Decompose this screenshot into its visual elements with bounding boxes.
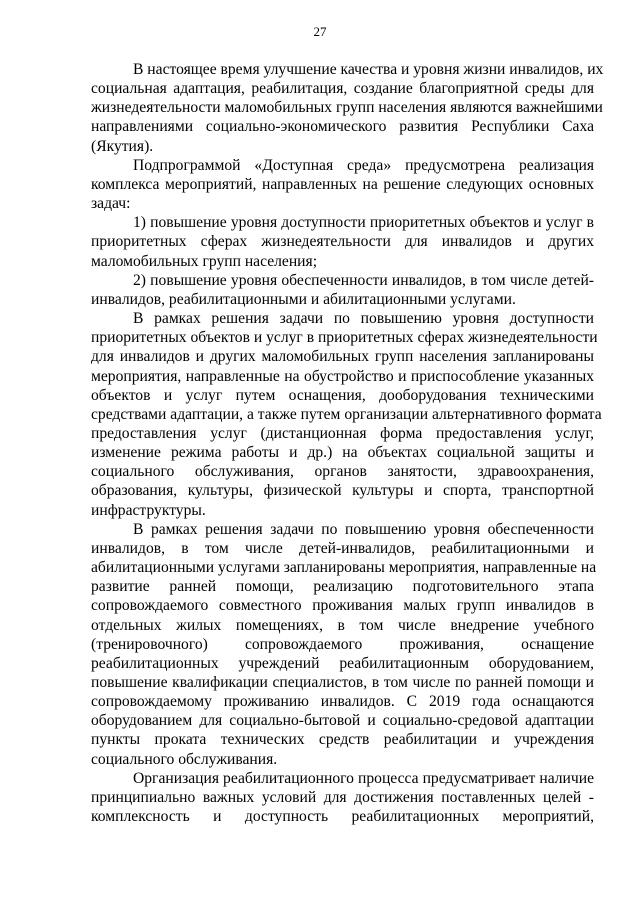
text-line: сопровождаемого совместного проживания малых групп инвалидов в	[91, 597, 594, 615]
text-line: 2) повышение уровня обеспеченности инвалидов, в том числе детей-	[133, 271, 594, 289]
paragraph-accessibility	[91, 309, 602, 520]
text-line: жизнедеятельности маломобильных групп населения являются важнейшими	[91, 99, 603, 117]
text-line: (Якутия).	[91, 137, 154, 155]
text-line: объектов и услуг путем оснащения, дооборудования техническими	[91, 386, 594, 404]
text-line: Подпрограммой «Доступная среда» предусмотрена реализация	[133, 156, 594, 174]
text-line: средствами адаптации, а также путем организации альтернативного формата	[91, 405, 602, 423]
text-line: предоставления услуг (дистанционная форма предоставления услуг,	[91, 424, 594, 442]
paragraph-intro	[91, 60, 604, 156]
text-line: повышение квалификации специалистов, в том числе по ранней помощи и	[91, 674, 594, 691]
text-line: принципиально важных условий для достижения поставленных целей -	[91, 788, 594, 806]
text-line: инфраструктуры.	[91, 501, 206, 519]
text-line: 1) повышение уровня доступности приоритетных объектов и услуг в	[133, 214, 594, 232]
text-line: направлениями социально-экономического развития Республики Саха	[91, 118, 594, 136]
text-line: пункты проката технических средств реабилитации и учреждения	[91, 731, 594, 749]
text-line: комплексность и доступность реабилитационных мероприятий,	[91, 808, 594, 826]
text-line: В рамках решения задачи по повышению уровня обеспеченности	[133, 520, 594, 538]
text-line: (тренировочного) сопровождаемого проживания, оснащение	[91, 635, 594, 653]
text-line: оборудованием для социально-бытовой и социально-средовой адаптации	[91, 712, 594, 730]
text-line: для инвалидов и других маломобильных групп населения запланированы	[91, 348, 594, 366]
text-line: абилитационными услугами запланированы мероприятия, направленные на	[91, 559, 597, 577]
text-line: социального обслуживания.	[91, 750, 278, 768]
text-line: отдельных жилых помещениях, в том числе внедрение учебного	[91, 616, 594, 634]
text-line: социального обслуживания, органов занятости, здравоохранения,	[91, 463, 594, 481]
text-line: В настоящее время улучшение качества и уровня жизни инвалидов, их	[133, 61, 604, 78]
text-line: задач:	[91, 195, 131, 213]
text-line: изменение режима работы и др.) на объектах социальной защиты и	[91, 444, 594, 462]
text-line: инвалидов, реабилитационными и абилитационными услугами.	[91, 290, 516, 308]
text-line: В рамках решения задачи по повышению уровня доступности	[133, 310, 594, 328]
text-line: приоритетных сферах жизнедеятельности для инвалидов и других	[91, 233, 594, 251]
text-line: комплекса мероприятий, направленных на решение следующих основных	[91, 175, 594, 193]
text-line: Организация реабилитационного процесса предусматривает наличие	[133, 769, 594, 787]
paragraph-rehabilitation-services	[91, 520, 597, 769]
text-line: образования, культуры, физической культуры и спорта, транспортной	[91, 482, 594, 500]
text-line: маломобильных групп населения;	[91, 252, 318, 270]
text-line: приоритетных объектов и услуг в приоритетных сферах жизнедеятельности	[91, 329, 598, 347]
list-item-task-1	[91, 213, 594, 270]
paragraph-subprogram	[91, 156, 594, 213]
text-line: сопровождаемому проживанию инвалидов. С 2019 года оснащаются	[91, 693, 594, 711]
text-line: развитие ранней помощи, реализацию подготовительного этапа	[91, 578, 594, 596]
list-item-task-2	[91, 271, 594, 309]
text-line: мероприятия, направленные на обустройство и приспособление указанных	[91, 367, 594, 385]
text-line: реабилитационных учреждений реабилитационным оборудованием,	[91, 654, 594, 672]
text-line: инвалидов, в том числе детей-инвалидов, реабилитационными и	[91, 539, 594, 557]
text-line: социальная адаптация, реабилитация, создание благоприятной среды для	[91, 80, 594, 98]
document-body	[91, 60, 604, 826]
paragraph-organization	[91, 769, 594, 826]
page-number: 27	[313, 24, 327, 39]
